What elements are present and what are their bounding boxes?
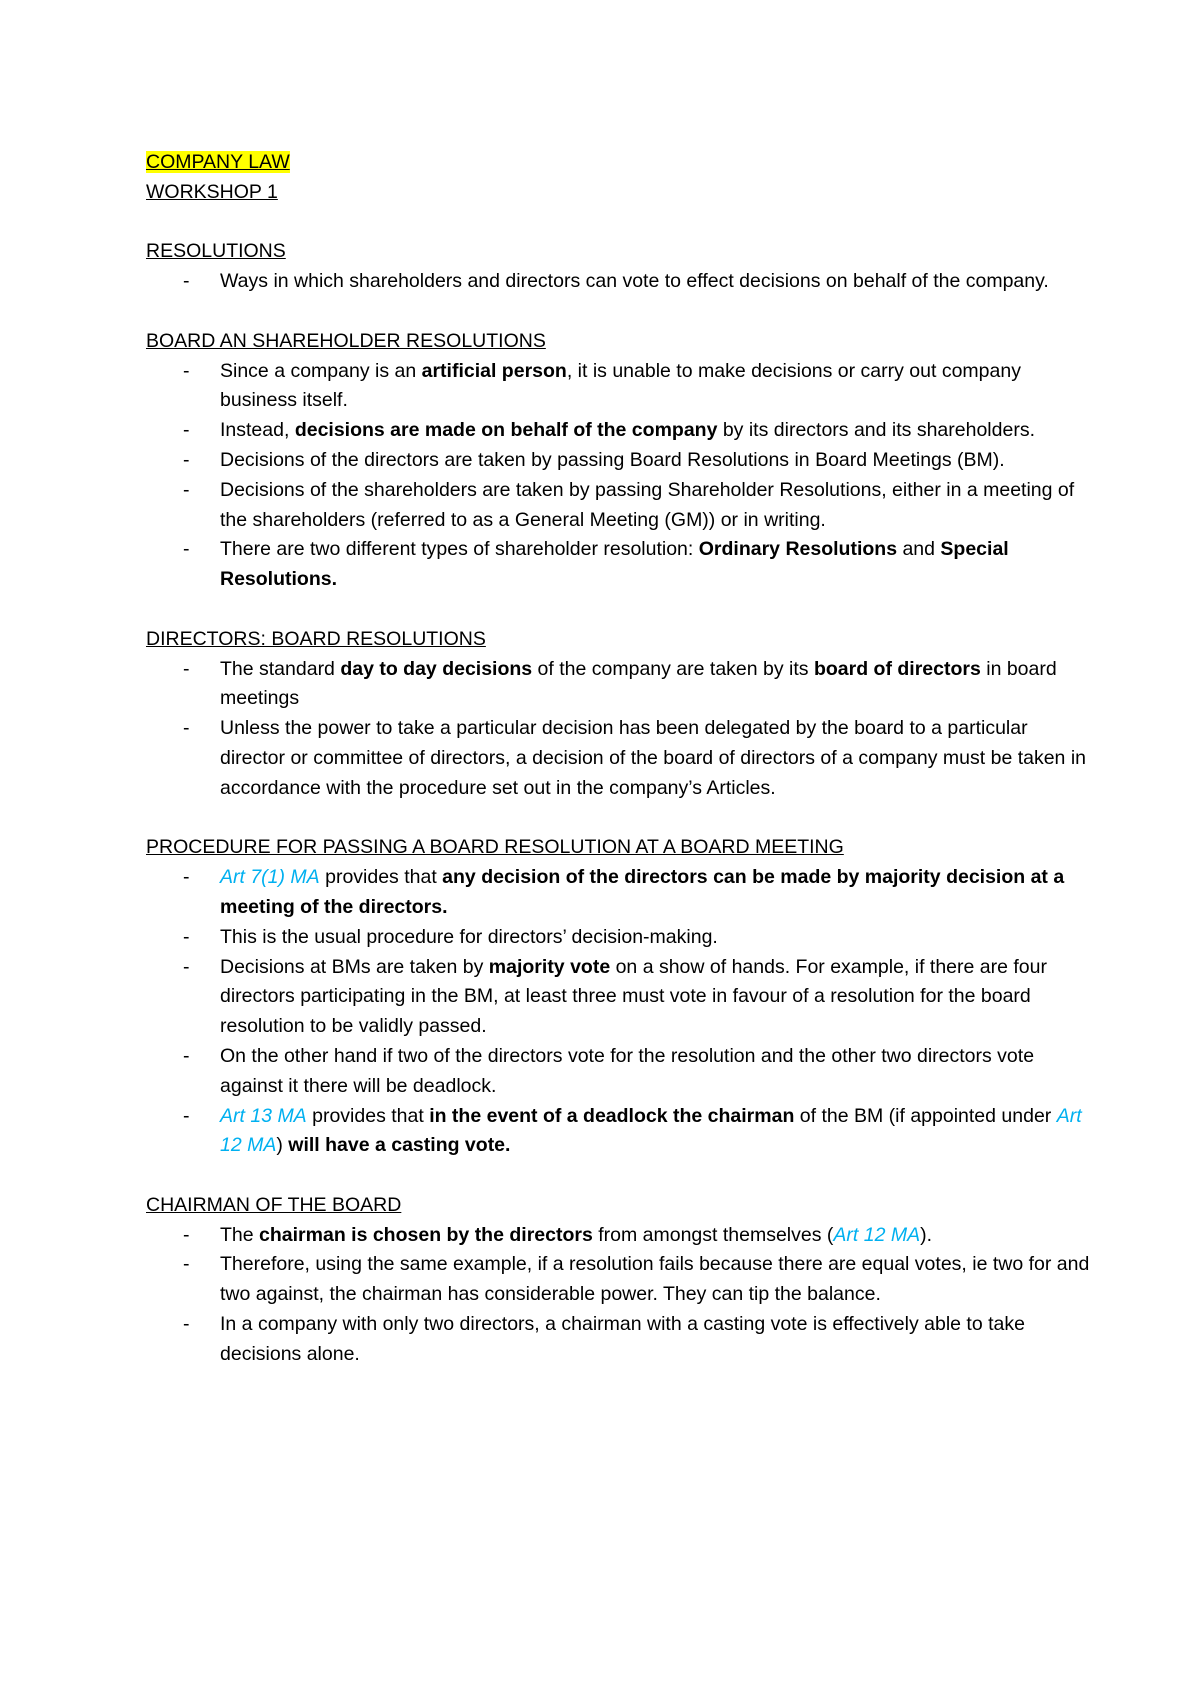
section <box>146 327 1091 595</box>
title-text: COMPANY LAW <box>146 151 290 173</box>
bold-text: decisions are made on behalf of the company <box>294 419 718 442</box>
text-run: The standard <box>220 657 341 680</box>
subtitle-text: WORKSHOP 1 <box>146 180 278 203</box>
dash-bullet-icon: - <box>183 925 190 948</box>
text-run: The <box>220 1223 260 1246</box>
section <box>146 237 1091 297</box>
text-run: , it is unable to make decisions or carry out company business itself. <box>220 359 1021 412</box>
bullet-item <box>146 416 1091 446</box>
article-reference: Art 12 MA <box>220 1104 1082 1157</box>
bullet-item <box>146 267 1091 297</box>
text-run: Decisions of the shareholders are taken by passing Shareholder Resolutions, either in a meeting of the shareholders (referred to as a General Meeting (GM)) or in writing. <box>220 478 1075 531</box>
sections-container <box>146 237 1091 1369</box>
dash-bullet-icon: - <box>183 419 190 442</box>
bullet-item <box>146 357 1091 417</box>
bold-text: will have a casting vote. <box>288 1134 511 1157</box>
dash-bullet-icon: - <box>183 478 190 501</box>
text-run: On the other hand if two of the directors vote for the resolution and the other two directors vote against it there will be deadlock. <box>220 1044 1035 1097</box>
document-subtitle <box>146 178 1091 208</box>
section-heading: CHAIRMAN OF THE BOARD <box>146 1193 402 1216</box>
dash-bullet-icon: - <box>183 1253 190 1276</box>
text-run: This is the usual procedure for directors’ decision-making. <box>220 925 718 948</box>
text-run: by its directors and its shareholders. <box>717 419 1035 442</box>
text-run: from amongst themselves ( <box>592 1223 834 1246</box>
dash-bullet-icon: - <box>183 448 190 471</box>
dash-bullet-icon: - <box>183 657 190 680</box>
bold-text: board of directors <box>813 657 981 680</box>
section <box>146 833 1091 1161</box>
article-reference: Art 13 MA <box>220 1104 307 1127</box>
bold-text: Ordinary Resolutions <box>698 538 898 561</box>
bold-text: in the event of a deadlock the chairman <box>429 1104 795 1127</box>
section <box>146 625 1091 804</box>
bullet-item <box>146 923 1091 953</box>
bullet-list <box>146 863 1091 1161</box>
text-run: and <box>897 538 941 561</box>
dash-bullet-icon: - <box>183 717 190 740</box>
bullet-item <box>146 1250 1091 1310</box>
bullet-item <box>146 1042 1091 1102</box>
section-heading: RESOLUTIONS <box>146 240 286 263</box>
text-run: Since a company is an <box>220 359 422 382</box>
text-run: of the company are taken by its <box>532 657 814 680</box>
text-run: on a show of hands. For example, if there are four directors participating in the BM, at least three must vote in favour of a resolution for the board resolution to be validly passed. <box>220 955 1047 1038</box>
section-heading: BOARD AN SHAREHOLDER RESOLUTIONS <box>146 329 546 352</box>
dash-bullet-icon: - <box>183 359 190 382</box>
text-run: provides that <box>319 866 443 889</box>
bullet-item <box>146 655 1091 715</box>
section <box>146 1191 1091 1370</box>
bullet-item <box>146 714 1091 803</box>
bullet-list <box>146 357 1091 595</box>
text-run: Decisions of the directors are taken by passing Board Resolutions in Board Meetings (BM). <box>220 448 1005 471</box>
article-reference: Art 7(1) MA <box>220 866 320 889</box>
bullet-item <box>146 1310 1091 1370</box>
text-run: in board meetings <box>220 657 1057 710</box>
dash-bullet-icon: - <box>183 1313 190 1336</box>
text-run: Decisions at BMs are taken by <box>220 955 489 978</box>
dash-bullet-icon: - <box>183 538 190 561</box>
dash-bullet-icon: - <box>183 955 190 978</box>
text-run: There are two different types of shareholder resolution: <box>220 538 699 561</box>
bullet-item <box>146 863 1091 923</box>
dash-bullet-icon: - <box>183 270 190 293</box>
dash-bullet-icon: - <box>183 866 190 889</box>
dash-bullet-icon: - <box>183 1044 190 1067</box>
bullet-item <box>146 446 1091 476</box>
bullet-list <box>146 1221 1091 1370</box>
article-reference: Art 12 MA <box>833 1223 921 1246</box>
text-run: In a company with only two directors, a chairman with a casting vote is effectively able to take decisions alone. <box>220 1313 1025 1365</box>
dash-bullet-icon: - <box>183 1223 190 1246</box>
section-heading: DIRECTORS: BOARD RESOLUTIONS <box>146 627 486 650</box>
bold-text: artificial person <box>421 359 567 382</box>
document-title <box>146 148 1091 178</box>
bullet-list <box>146 267 1091 297</box>
bullet-item <box>146 953 1091 1042</box>
text-run: ). <box>920 1223 933 1246</box>
text-run: of the BM (if appointed under <box>794 1104 1057 1127</box>
text-run: Ways in which shareholders and directors can vote to effect decisions on behalf of the company. <box>220 270 1049 293</box>
bullet-item <box>146 535 1091 595</box>
section-heading: PROCEDURE FOR PASSING A BOARD RESOLUTION AT A BOARD MEETING <box>146 836 844 859</box>
text-run: ) <box>276 1134 289 1157</box>
bullet-item <box>146 476 1091 536</box>
text-run: Unless the power to take a particular decision has been delegated by the board to a particular director or committee of directors, a decision of the board of directors of a company must be taken in accordance with the procedure set out in the company’s Articles. <box>220 717 1086 799</box>
text-run: provides that <box>306 1104 430 1127</box>
text-run: Therefore, using the same example, if a resolution fails because there are equal votes, ie two for and two against, the chairman has considerable power. They can tip the balance. <box>220 1253 1090 1306</box>
text-run: Instead, <box>220 419 295 442</box>
bold-text: any decision of the directors can be made by majority decision at a meeting of the directors. <box>220 866 1065 918</box>
document-body <box>146 148 1091 1370</box>
bullet-item <box>146 1221 1091 1251</box>
bold-text: chairman is chosen by the directors <box>259 1223 593 1246</box>
bullet-list <box>146 655 1091 804</box>
dash-bullet-icon: - <box>183 1104 190 1127</box>
bold-text: majority vote <box>488 955 611 978</box>
bold-text: Special Resolutions. <box>220 538 1009 591</box>
bold-text: day to day decisions <box>340 657 533 680</box>
bullet-item <box>146 1102 1091 1162</box>
